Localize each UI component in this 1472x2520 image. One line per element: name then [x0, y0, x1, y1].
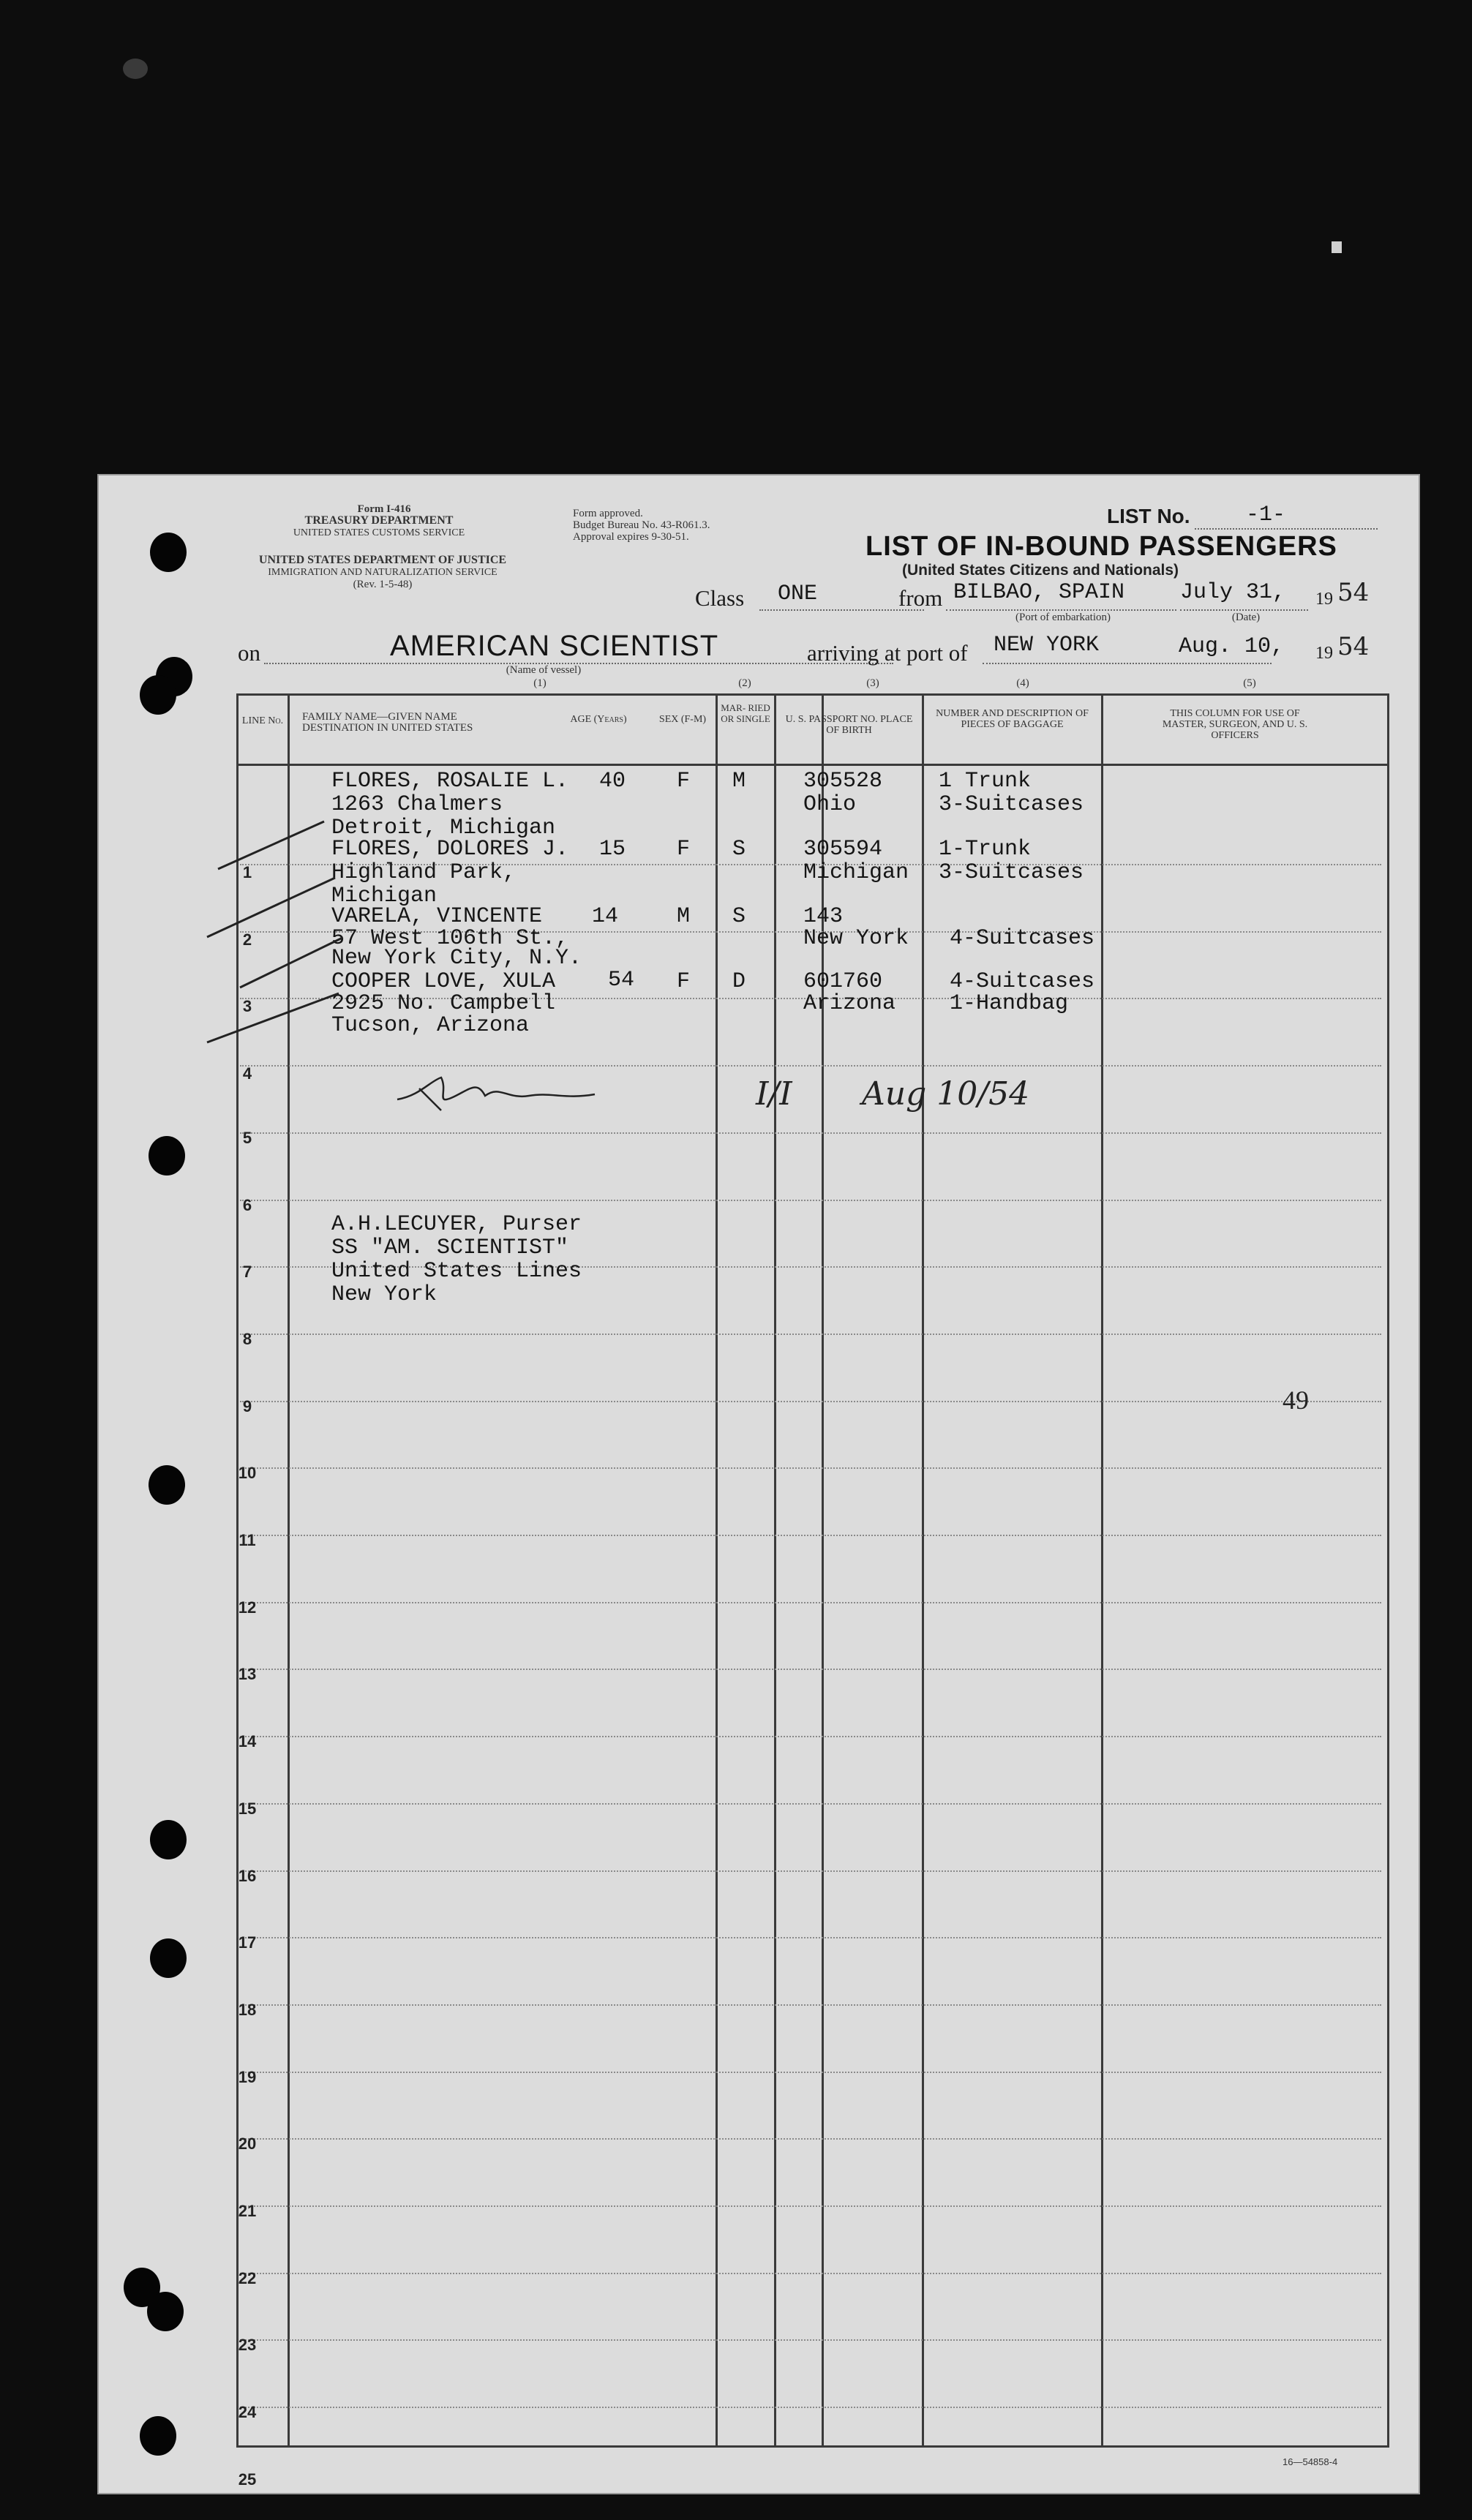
passenger-marital: S [732, 904, 746, 929]
from-line [946, 609, 1176, 611]
col-divider [716, 693, 718, 2445]
row-divider [240, 1401, 1381, 1402]
passenger-age: 54 [608, 968, 635, 993]
line-number: 12 [238, 1598, 257, 1617]
passenger-city: New York City, N.Y. [331, 946, 582, 971]
passenger-city: Michigan [331, 884, 438, 909]
line-number: 13 [238, 1665, 257, 1684]
birth-place: Michigan [803, 860, 909, 885]
line-number: 8 [242, 1329, 252, 1348]
row-divider [240, 2205, 1381, 2207]
list-number: -1- [1246, 503, 1286, 527]
year2: 54 [1337, 632, 1370, 661]
passenger-marital: D [732, 969, 746, 994]
line-number: 20 [238, 2135, 257, 2154]
vessel-caption: (Name of vessel) [506, 664, 582, 676]
passenger-city: Tucson, Arizona [331, 1013, 530, 1038]
check-mark-2 [207, 878, 335, 937]
check-mark-3 [240, 938, 342, 988]
date1-line [1180, 609, 1308, 611]
passenger-sex: F [677, 769, 691, 794]
date-caption: (Date) [1231, 612, 1261, 623]
header-sex: SEX (F-M) [658, 714, 707, 725]
ins-service: IMMIGRATION AND NATURALIZATION SERVICE [268, 567, 497, 578]
punch-hole [140, 675, 176, 715]
header-officers: THIS COLUMN FOR USE OF MASTER, SURGEON, AND U. S. OFFICERS [1162, 708, 1308, 741]
passenger-name: FLORES, ROSALIE L. [331, 769, 569, 794]
passenger-name: COOPER LOVE, XULA [331, 969, 556, 994]
col-divider [774, 693, 776, 2445]
purser-line-1: A.H.LECUYER, Purser [331, 1212, 582, 1237]
check-marks [185, 781, 419, 1045]
baggage-1: 1 Trunk [939, 769, 1032, 794]
colnum-4: (4) [1016, 677, 1029, 689]
colnum-2: (2) [738, 677, 751, 689]
row-divider [240, 1803, 1381, 1805]
passport-number: 143 [803, 904, 844, 929]
scan-speck [123, 59, 148, 79]
line-number: 5 [242, 1128, 252, 1147]
class-value: ONE [778, 582, 818, 606]
budget-bureau: Budget Bureau No. 43-R061.3. [573, 519, 710, 531]
on-label: on [238, 640, 260, 666]
passenger-marital: M [732, 769, 746, 794]
from-label: from [898, 585, 943, 611]
row-divider [240, 1937, 1381, 1938]
row-divider [240, 1602, 1381, 1603]
row-divider [240, 1870, 1381, 1872]
passport-number: 601760 [803, 969, 883, 994]
header-age: AGE (Years) [570, 714, 627, 725]
passenger-address: Highland Park, [331, 860, 517, 885]
baggage-2: 3-Suitcases [939, 792, 1084, 817]
col-divider [922, 693, 924, 2445]
row-divider [240, 2138, 1381, 2140]
punch-hole [149, 1465, 185, 1505]
class-label: Class [695, 585, 745, 611]
list-label: LIST No. [1107, 505, 1190, 527]
row-divider [240, 2339, 1381, 2341]
baggage-2: 3-Suitcases [939, 860, 1084, 885]
line-number: 21 [238, 2202, 257, 2220]
birth-place: Ohio [803, 792, 857, 817]
header-passport: U. S. PASSPORT NO. PLACE OF BIRTH [785, 714, 913, 736]
line-number: 9 [242, 1396, 252, 1415]
punch-hole [150, 1938, 187, 1978]
passport-number: 305528 [803, 769, 883, 794]
arriving-label: arriving at port of [807, 640, 968, 666]
baggage-2: 1-Handbag [950, 991, 1069, 1016]
line-number: 16 [238, 1866, 257, 1885]
colnum-5: (5) [1243, 677, 1256, 689]
line-number: 2 [242, 930, 252, 949]
form-approved: Form approved. [573, 508, 643, 519]
baggage-1: 1-Trunk [939, 837, 1032, 862]
signature-scribble [390, 1067, 697, 1118]
punch-hole [149, 1136, 185, 1176]
row-divider [240, 1669, 1381, 1670]
justice-dept: UNITED STATES DEPARTMENT OF JUSTICE [258, 554, 507, 566]
page-subtitle: (United States Citizens and Nationals) [902, 562, 1179, 579]
passenger-name: FLORES, DOLORES J. [331, 837, 569, 862]
line-number: 1 [242, 863, 252, 881]
port-embarkation-caption: (Port of embarkation) [1015, 612, 1111, 623]
year2-prefix: 19 [1315, 644, 1333, 663]
row-divider [240, 2004, 1381, 2006]
line-number: 25 [238, 2470, 257, 2489]
line-number: 23 [238, 2336, 257, 2355]
handwritten-initials: I/I [756, 1075, 792, 1113]
header-line-no: LINE No. [241, 715, 284, 726]
header-married: MAR- RIED OR SINGLE [721, 702, 770, 724]
passenger-sex: F [677, 969, 691, 994]
row-divider [240, 1736, 1381, 1737]
revision: (Rev. 1-5-48) [353, 579, 413, 590]
passenger-city: Detroit, Michigan [331, 816, 556, 840]
row-divider [240, 1334, 1381, 1335]
row-divider [240, 2273, 1381, 2274]
passenger-age: 15 [599, 837, 626, 862]
from-value: BILBAO, SPAIN [953, 580, 1125, 605]
baggage-1: 4-Suitcases [950, 969, 1095, 994]
colnum-3: (3) [866, 677, 879, 689]
date2: Aug. 10, [1179, 634, 1285, 659]
line-number: 3 [242, 997, 252, 1016]
line-number: 7 [242, 1263, 252, 1282]
birth-place: New York [803, 926, 909, 951]
line-number: 11 [239, 1531, 256, 1549]
line-number: 19 [238, 2067, 257, 2086]
passenger-address: 57 West 106th St., [331, 926, 569, 951]
punch-hole [150, 533, 187, 572]
line-number: 24 [238, 2403, 257, 2422]
col-divider [1101, 693, 1103, 2445]
header-baggage: NUMBER AND DESCRIPTION OF PIECES OF BAGGAGE [936, 708, 1089, 730]
purser-line-3: United States Lines [331, 1259, 582, 1284]
header-bottom-rule [236, 764, 1387, 766]
line-number: 6 [242, 1195, 252, 1214]
port-line [983, 663, 1272, 664]
passport-number: 305594 [803, 837, 883, 862]
punch-hole [147, 2292, 184, 2331]
line-number: 22 [238, 2268, 257, 2287]
passenger-address: 1263 Chalmers [331, 792, 503, 817]
purser-line-2: SS "AM. SCIENTIST" [331, 1235, 569, 1260]
line-number: 18 [238, 2000, 257, 2019]
row-divider [240, 2407, 1381, 2408]
line-number: 17 [238, 1933, 257, 1952]
line-number: 4 [242, 1064, 252, 1083]
baggage-2: 4-Suitcases [950, 926, 1095, 951]
year1-prefix: 19 [1315, 590, 1333, 609]
passenger-name: VARELA, VINCENTE [331, 904, 543, 929]
punch-hole [140, 2416, 176, 2456]
vessel-colnum: (1) [533, 677, 547, 689]
passenger-age: 40 [599, 769, 626, 794]
form-print-code: 16—54858-4 [1283, 2456, 1338, 2467]
handwritten-date: Aug 10/54 [862, 1075, 1030, 1113]
col-divider [822, 693, 824, 2445]
vessel-name: AMERICAN SCIENTIST [390, 630, 719, 662]
page-number: 49 [1283, 1385, 1309, 1415]
row-divider [240, 1200, 1381, 1201]
passenger-marital: S [732, 837, 746, 862]
approval-expires: Approval expires 9-30-51. [573, 531, 689, 543]
list-no-line [1195, 528, 1378, 530]
customs-service: UNITED STATES CUSTOMS SERVICE [293, 527, 465, 538]
row-divider [240, 1132, 1381, 1134]
scan-speck [1332, 241, 1342, 253]
passenger-sex: F [677, 837, 691, 862]
row-divider [240, 2072, 1381, 2073]
passenger-age: 14 [592, 904, 619, 929]
passenger-address: 2925 No. Campbell [331, 991, 556, 1016]
form-number: Form I-416 [357, 503, 411, 515]
passenger-sex: M [677, 904, 691, 929]
punch-hole [150, 1820, 187, 1859]
row-divider [240, 1467, 1381, 1469]
date1: July 31, [1180, 580, 1286, 605]
line-number: 15 [238, 1799, 257, 1818]
check-mark-4 [207, 993, 339, 1042]
header-name: FAMILY NAME—GIVEN NAME DESTINATION IN UNITED STATES [302, 711, 473, 734]
manifest-sheet [97, 474, 1420, 2494]
treasury-dept: TREASURY DEPARTMENT [304, 514, 454, 527]
line-number: 10 [238, 1464, 257, 1483]
birth-place: Arizona [803, 991, 896, 1016]
page-title: LIST OF IN-BOUND PASSENGERS [865, 531, 1337, 562]
line-number: 14 [238, 1732, 257, 1751]
check-mark-1 [218, 821, 324, 869]
year1: 54 [1337, 578, 1370, 607]
arrival-port: NEW YORK [994, 633, 1100, 658]
purser-line-4: New York [331, 1282, 438, 1307]
row-divider [240, 1535, 1381, 1536]
